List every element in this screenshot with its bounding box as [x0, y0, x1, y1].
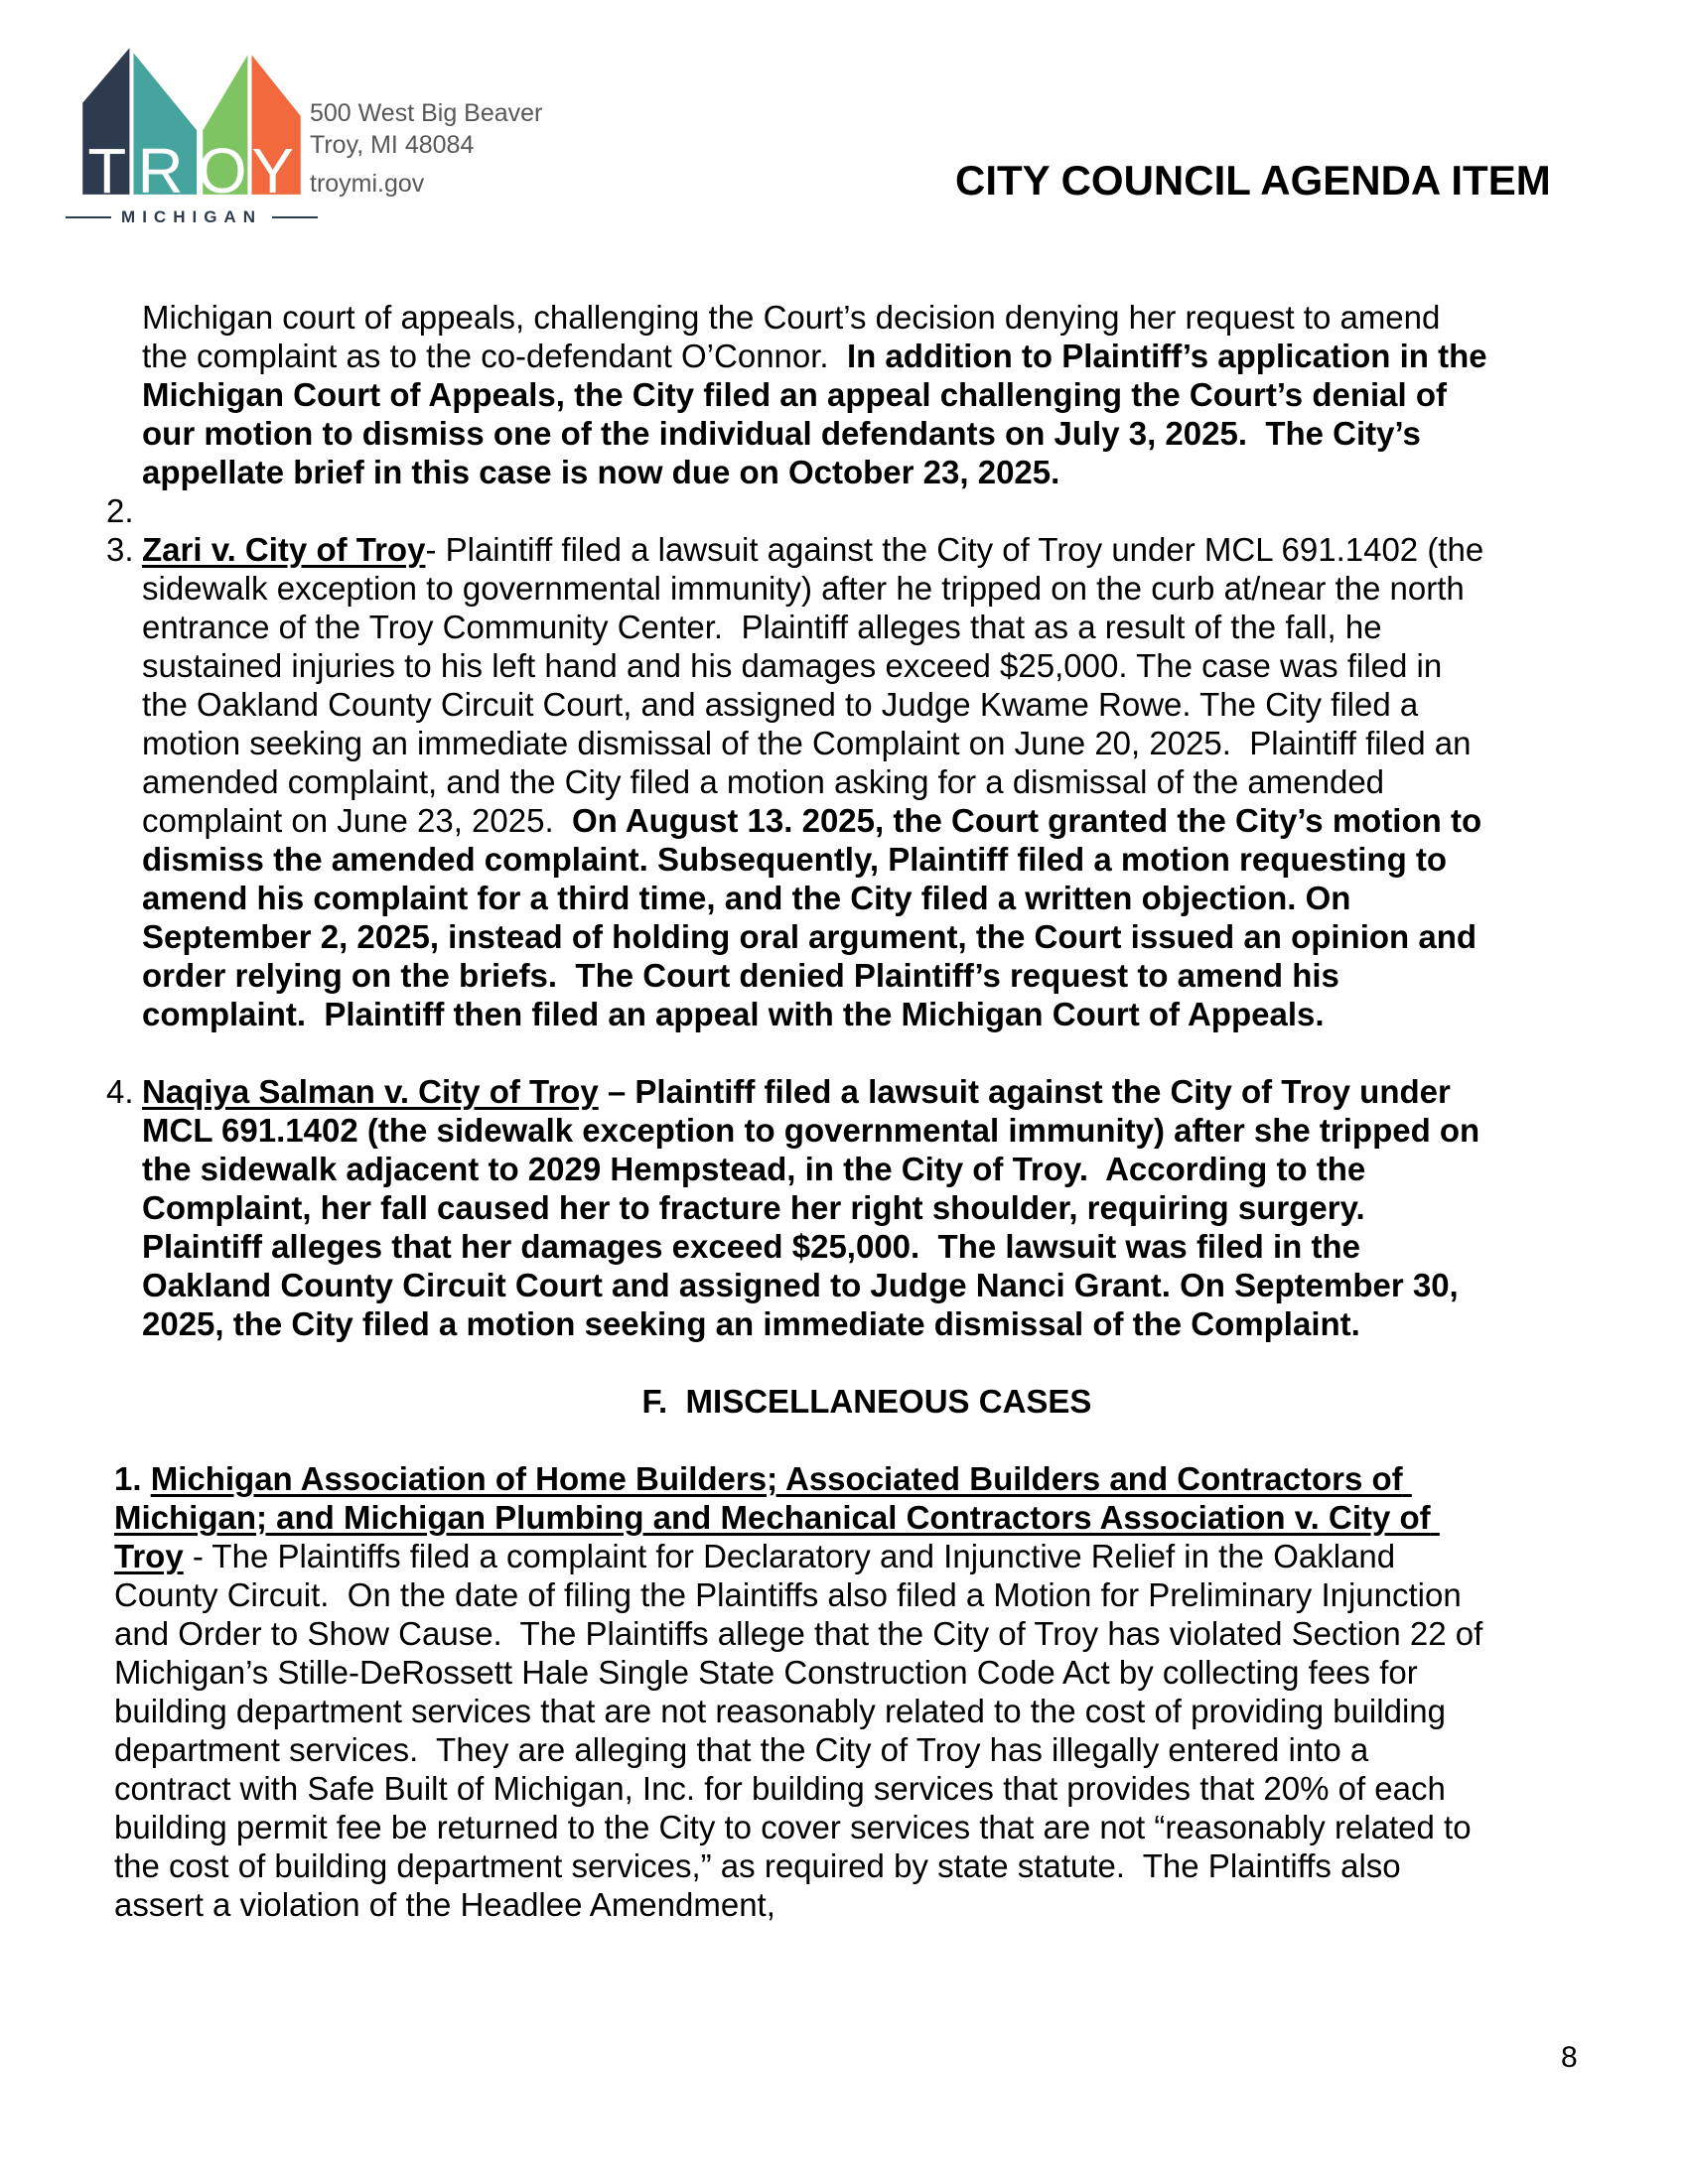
- list-number: 4.: [106, 1073, 134, 1110]
- list-item-text: [142, 1073, 1488, 1342]
- list-item: [106, 491, 1488, 530]
- paragraph: [114, 1459, 1492, 1924]
- paragraph-spacer: [106, 1421, 1488, 1459]
- logo-rule-right: [272, 216, 318, 218]
- paragraph-spacer: [106, 1343, 1488, 1382]
- text-run: In addition to Plaintiff’s application in the Michigan Court of Appeals, the City filed an appeal challenging the Court’s denial of our motion to dismiss one of the individual defendants on July 3, 2025. The City’s appellate brief in this case is now due on October 23, 2025.: [142, 338, 1496, 490]
- logo-subtitle: MICHIGAN: [121, 207, 262, 226]
- address-website: troymi.gov: [310, 170, 425, 198]
- logo-subtitle-row: [74, 207, 309, 227]
- list-item: [106, 530, 1493, 1033]
- paragraph-spacer: [106, 1033, 1488, 1072]
- text-run: Michigan court of appeals, challenging the Court’s decision denying her request to amend the complaint as to the co-defendant O’Connor.: [142, 299, 1450, 374]
- list-item: [106, 298, 1496, 491]
- text-run: Naqiya Salman v. City of Troy: [142, 1073, 599, 1110]
- section-heading: F. MISCELLANEOUS CASES: [641, 1383, 1092, 1420]
- text-run: Michigan Association of Home Builders; Associated Builders and Contractors of Michigan; and Michigan Plumbing and Mechanical Contractors Association v. City of Troy: [114, 1460, 1440, 1574]
- city-address: [310, 97, 542, 200]
- troy-logo-graphic: [74, 40, 309, 199]
- text-run: – Plaintiff filed a lawsuit against the City of Troy under MCL 691.1402 (the sidewalk exception to governmental immunity) after she tripped on the sidewalk adjacent to 2029 Hempstead, in the City of Troy. According to the Complaint, her fall caused her to fracture her right shoulder, requiring surgery. Plaintiff alleges that her damages exceed $25,000. The lawsuit was filed in the Oakland County Circuit Court and assigned to Judge Nanci Grant. On September 30, 2025, the City filed a motion seeking an immediate dismissal of the Complaint.: [142, 1073, 1489, 1342]
- list-item-text: [142, 531, 1492, 1032]
- list-item-text: [142, 299, 1496, 490]
- logo-letter-r: R: [137, 135, 184, 199]
- text-run: On August 13. 2025, the Court granted the City’s motion to dismiss the amended complaint. Subsequently, Plaintiff filed a motion requesting to amend his complaint for a third time, and the City filed a written objection. On September 2, 2025, instead of holding oral argument, the Court issued an opinion and order relying on the briefs. The Court denied Plaintiff’s request to amend his complaint. Plaintiff then filed an appeal with the Michigan Court of Appeals.: [142, 802, 1491, 1032]
- logo-rule-left: [66, 216, 111, 218]
- address-line-1: 500 West Big Beaver: [310, 99, 543, 127]
- logo-letter-t: T: [87, 135, 127, 199]
- address-line-2: Troy, MI 48084: [310, 131, 475, 159]
- page-number: 8: [1561, 2041, 1578, 2074]
- list-number: 3.: [106, 531, 134, 568]
- logo-letter-o: O: [198, 135, 247, 199]
- list-item: [106, 1072, 1488, 1343]
- page-title: CITY COUNCIL AGENDA ITEM: [955, 157, 1551, 204]
- logo-letter-y: Y: [251, 135, 294, 199]
- troy-logo: [74, 40, 309, 227]
- text-run: - The Plaintiffs filed a complaint for Declaratory and Injunctive Relief in the Oakland County Circuit. On the date of filing the Plaintiffs also filed a Motion for Preliminary Injunction and Order to Show Cause. The Plaintiffs allege that the City of Troy has violated Section 22 of Michigan’s Stille-DeRossett Hale Single State Construction Code Act by collecting fees for building department services that are not reasonably related to the cost of providing building department services. They are alleging that the City of Troy has illegally entered into a contract with Safe Built of Michigan, Inc. for building services that provides that 20% of each building permit fee be returned to the City to cover services that are not “reasonably related to the cost of building department services,” as required by state statute. The Plaintiffs also assert a violation of the Headlee Amendment,: [114, 1538, 1492, 1923]
- document-body: [106, 298, 1496, 1924]
- text-run: 1.: [114, 1460, 151, 1497]
- text-run: Zari v. City of Troy: [142, 531, 426, 568]
- list-number: 2.: [106, 492, 134, 529]
- text-run: - Plaintiff filed a lawsuit against the City of Troy under MCL 691.1402 (the sidewalk exception to governmental immunity) after he tripped on the curb at/near the north entrance of the Troy Community Center. Plaintiff alleges that as a result of the fall, he sustained injuries to his left hand and his damages exceed $25,000. The case was filed in the Oakland County Circuit Court, and assigned to Judge Kwame Rowe. The City filed a motion seeking an immediate dismissal of the Complaint on June 20, 2025. Plaintiff filed an amended complaint, and the City filed a motion asking for a dismissal of the amended complaint on June 23, 2025.: [142, 531, 1493, 839]
